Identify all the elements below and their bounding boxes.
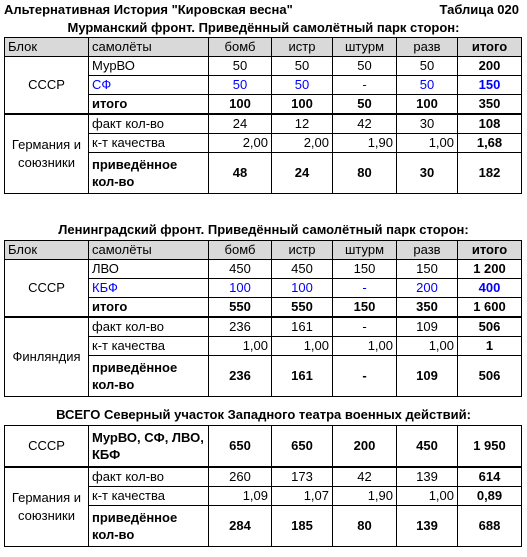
block-enemy: Финляндия — [5, 317, 89, 397]
cell-assault: 80 — [333, 153, 397, 194]
murmansk-table — [4, 37, 522, 194]
cell-bomb: 260 — [209, 467, 272, 487]
table-row — [5, 260, 522, 279]
cell-recon: 1,00 — [397, 487, 458, 506]
row-name: факт кол-во — [89, 467, 209, 487]
cell-assault: 1,90 — [333, 134, 397, 153]
block-ussr: СССР — [5, 260, 89, 318]
col-recon: разв — [397, 241, 458, 260]
cell-total: 1 600 — [458, 298, 522, 318]
cell-bomb: 650 — [209, 426, 272, 468]
cell-assault: 150 — [333, 298, 397, 318]
cell-fighter: 650 — [272, 426, 333, 468]
cell-fighter: 12 — [272, 114, 333, 134]
row-name: факт кол-во — [89, 114, 209, 134]
cell-total: 1 950 — [458, 426, 522, 468]
cell-bomb: 50 — [209, 57, 272, 76]
col-fighter: истр — [272, 241, 333, 260]
cell-recon: 30 — [397, 114, 458, 134]
block-enemy: Германия и союзники — [5, 114, 89, 194]
leningrad-title: Ленинградский фронт. Приведённый самолётный парк сторон: — [58, 222, 469, 237]
cell-fighter: 100 — [272, 279, 333, 298]
cell-assault: 150 — [333, 260, 397, 279]
col-assault: штурм — [333, 241, 397, 260]
cell-bomb: 550 — [209, 298, 272, 318]
cell-assault: 1,90 — [333, 487, 397, 506]
cell-assault: 42 — [333, 467, 397, 487]
cell-recon: 450 — [397, 426, 458, 468]
row-name: ЛВО — [89, 260, 209, 279]
cell-total: 182 — [458, 153, 522, 194]
col-recon: разв — [397, 38, 458, 57]
table-row — [5, 317, 522, 337]
cell-recon: 50 — [397, 57, 458, 76]
col-planes: самолёты — [89, 241, 209, 260]
cell-fighter: 161 — [272, 356, 333, 397]
cell-bomb: 50 — [209, 76, 272, 95]
page-title: Альтернативная История "Кировская весна" — [4, 2, 293, 17]
row-name: СФ — [89, 76, 209, 95]
leningrad-table — [4, 240, 522, 397]
total-title: ВСЕГО Северный участок Западного театра военных действий: — [56, 407, 471, 422]
cell-recon: 139 — [397, 506, 458, 547]
cell-fighter: 161 — [272, 317, 333, 337]
cell-assault: - — [333, 279, 397, 298]
cell-recon: 150 — [397, 260, 458, 279]
row-name: факт кол-во — [89, 317, 209, 337]
cell-recon: 139 — [397, 467, 458, 487]
cell-assault: 200 — [333, 426, 397, 468]
cell-recon: 1,00 — [397, 337, 458, 356]
cell-bomb: 236 — [209, 317, 272, 337]
cell-bomb: 24 — [209, 114, 272, 134]
col-total: итого — [458, 38, 522, 57]
cell-fighter: 2,00 — [272, 134, 333, 153]
cell-total: 1 — [458, 337, 522, 356]
cell-fighter: 450 — [272, 260, 333, 279]
cell-recon: 1,00 — [397, 134, 458, 153]
row-name: МурВО — [89, 57, 209, 76]
page-header — [0, 0, 527, 20]
cell-fighter: 185 — [272, 506, 333, 547]
cell-assault: - — [333, 76, 397, 95]
cell-recon: 350 — [397, 298, 458, 318]
cell-fighter: 50 — [272, 57, 333, 76]
cell-recon: 50 — [397, 76, 458, 95]
cell-assault: - — [333, 317, 397, 337]
cell-assault: 50 — [333, 95, 397, 115]
cell-total: 506 — [458, 356, 522, 397]
total-table — [4, 425, 522, 547]
table-row — [5, 467, 522, 487]
block-enemy: Германия и союзники — [5, 467, 89, 547]
cell-fighter: 1,00 — [272, 337, 333, 356]
cell-total: 150 — [458, 76, 522, 95]
cell-total: 0,89 — [458, 487, 522, 506]
cell-total: 688 — [458, 506, 522, 547]
row-name: к-т качества — [89, 134, 209, 153]
cell-bomb: 1,09 — [209, 487, 272, 506]
cell-bomb: 48 — [209, 153, 272, 194]
table-header-row — [5, 241, 522, 260]
col-planes: самолёты — [89, 38, 209, 57]
cell-bomb: 100 — [209, 95, 272, 115]
row-name: итого — [89, 95, 209, 115]
col-bomb: бомб — [209, 241, 272, 260]
row-name: к-т качества — [89, 487, 209, 506]
cell-bomb: 1,00 — [209, 337, 272, 356]
cell-bomb: 450 — [209, 260, 272, 279]
cell-assault: - — [333, 356, 397, 397]
cell-total: 1 200 — [458, 260, 522, 279]
cell-fighter: 1,07 — [272, 487, 333, 506]
cell-total: 1,68 — [458, 134, 522, 153]
table-row — [5, 57, 522, 76]
cell-bomb: 100 — [209, 279, 272, 298]
cell-total: 200 — [458, 57, 522, 76]
cell-recon: 100 — [397, 95, 458, 115]
cell-fighter: 50 — [272, 76, 333, 95]
col-block: Блок — [5, 38, 89, 57]
cell-total: 614 — [458, 467, 522, 487]
cell-fighter: 24 — [272, 153, 333, 194]
row-name: приведённое кол-во — [89, 506, 209, 547]
col-total: итого — [458, 241, 522, 260]
row-name: КБФ — [89, 279, 209, 298]
cell-total: 506 — [458, 317, 522, 337]
row-name: к-т качества — [89, 337, 209, 356]
col-assault: штурм — [333, 38, 397, 57]
cell-recon: 109 — [397, 356, 458, 397]
row-name: приведённое кол-во — [89, 356, 209, 397]
col-fighter: истр — [272, 38, 333, 57]
block-ussr: СССР — [5, 426, 89, 468]
cell-total: 108 — [458, 114, 522, 134]
row-name: МурВО, СФ, ЛВО, КБФ — [89, 426, 209, 468]
table-number: Таблица 020 — [439, 2, 519, 17]
table-row-ussr-total — [5, 426, 522, 468]
cell-fighter: 100 — [272, 95, 333, 115]
cell-bomb: 2,00 — [209, 134, 272, 153]
col-block: Блок — [5, 241, 89, 260]
block-ussr: СССР — [5, 57, 89, 115]
cell-assault: 50 — [333, 57, 397, 76]
cell-recon: 200 — [397, 279, 458, 298]
table-row — [5, 114, 522, 134]
murmansk-title: Мурманский фронт. Приведённый самолётный парк сторон: — [67, 20, 460, 35]
col-bomb: бомб — [209, 38, 272, 57]
table-header-row — [5, 38, 522, 57]
cell-bomb: 284 — [209, 506, 272, 547]
cell-total: 400 — [458, 279, 522, 298]
cell-fighter: 173 — [272, 467, 333, 487]
row-name: приведённое кол-во — [89, 153, 209, 194]
cell-assault: 80 — [333, 506, 397, 547]
cell-assault: 1,00 — [333, 337, 397, 356]
cell-recon: 109 — [397, 317, 458, 337]
cell-bomb: 236 — [209, 356, 272, 397]
cell-fighter: 550 — [272, 298, 333, 318]
cell-recon: 30 — [397, 153, 458, 194]
row-name: итого — [89, 298, 209, 318]
cell-total: 350 — [458, 95, 522, 115]
cell-assault: 42 — [333, 114, 397, 134]
